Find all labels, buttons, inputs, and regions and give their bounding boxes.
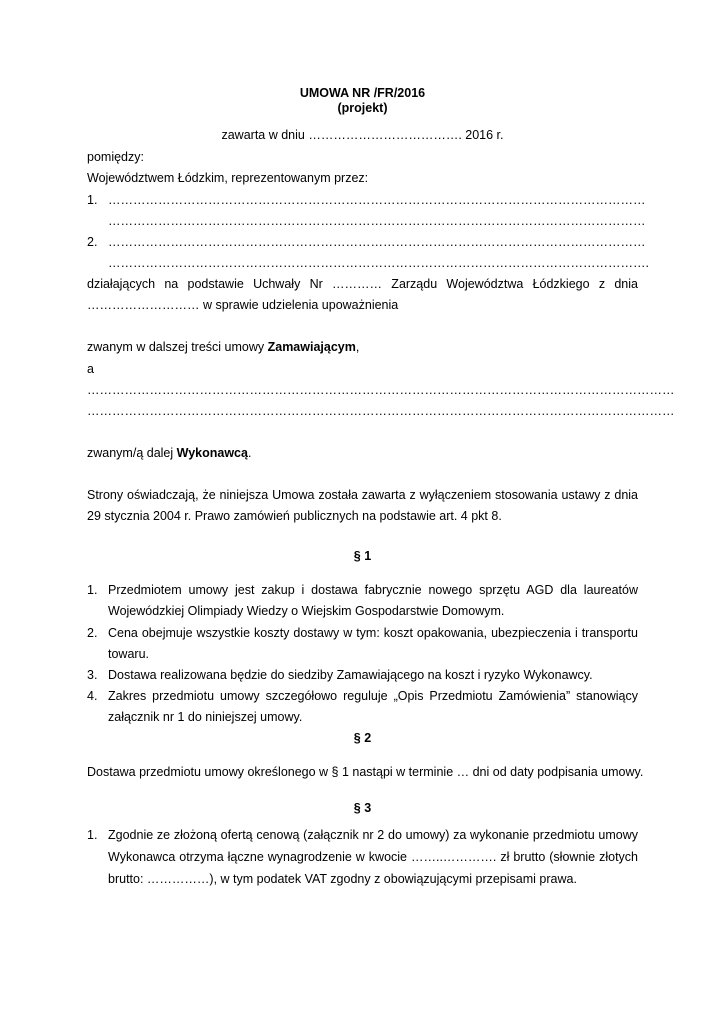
- section2-text: Dostawa przedmiotu umowy określonego w § 1 nastąpi w terminie … dni od daty podpisania umowy.: [87, 765, 644, 779]
- s3-item1-line1: Zgodnie ze złożoną ofertą cenową (załącznik nr 2 do umowy) za wykonanie przedmiotu umowy: [108, 828, 638, 842]
- contractor-line: [87, 446, 251, 460]
- and-label: a: [87, 362, 94, 376]
- resolution-line2: ……………………… w sprawie udzielenia upoważnienia: [87, 298, 399, 312]
- buyer-suffix: ,: [355, 340, 360, 354]
- resolution-line1: działających na podstawie Uchwały Nr ………… Zarządu Województwa Łódzkiego z dnia: [87, 277, 638, 291]
- contractor-line-2: ……………………………………………………………………………………………………………………………: [87, 404, 675, 418]
- party1-line: Województwem Łódzkim, reprezentowanym przez:: [87, 171, 369, 185]
- document-title: UMOWA NR /FR/2016: [299, 86, 426, 100]
- s1-item4-line1: Zakres przedmiotu umowy szczegółowo reguluje „Opis Przedmiotu Zamówienia” stanowiący: [108, 689, 638, 703]
- rep2-line1: …………………………………………………………………………………………………………………: [108, 235, 646, 249]
- rep2-number: 2.: [87, 235, 98, 249]
- s1-item1-line1: Przedmiotem umowy jest zakup i dostawa fabrycznie nowego sprzętu AGD dla laureatów: [108, 583, 638, 597]
- contractor-line-1: ……………………………………………………………………………………………………………………………: [87, 383, 675, 397]
- s3-item1-line3: brutto: ……………), w tym podatek VAT zgodny z obowiązującymi przepisami prawa.: [108, 872, 577, 886]
- contractor-name: Wykonawcą: [176, 446, 248, 460]
- buyer-line: [87, 340, 359, 354]
- rep1-number: 1.: [87, 193, 98, 207]
- s1-item1-number: 1.: [87, 583, 98, 597]
- s1-item3-line1: Dostawa realizowana będzie do siedziby Zamawiającego na koszt i ryzyko Wykonawcy.: [108, 668, 593, 682]
- s3-item1-number: 1.: [87, 828, 98, 842]
- buyer-name: Zamawiającym: [267, 340, 356, 354]
- between-label: pomiędzy:: [87, 150, 144, 164]
- document-subtitle: (projekt): [337, 101, 388, 115]
- statement-line2: 29 stycznia 2004 r. Prawo zamówień publicznych na podstawie art. 4 pkt 8.: [87, 509, 502, 523]
- s1-item4-number: 4.: [87, 689, 98, 703]
- s3-item1-line2: Wykonawca otrzyma łączne wynagrodzenie w kwocie ……..…………. zł brutto (słownie złotych: [108, 850, 638, 864]
- s1-item4-line2: załącznik nr 1 do niniejszej umowy.: [108, 710, 303, 724]
- section2-heading: § 2: [353, 731, 372, 745]
- s1-item2-line1: Cena obejmuje wszystkie koszty dostawy w tym: koszt opakowania, ubezpieczenia i transportu: [108, 626, 638, 640]
- date-line: zawarta w dniu ………………………………. 2016 r.: [221, 128, 504, 142]
- s1-item3-number: 3.: [87, 668, 98, 682]
- rep1-line1: …………………………………………………………………………………………………………………: [108, 193, 646, 207]
- s1-item2-number: 2.: [87, 626, 98, 640]
- rep2-line2: ………………………………………………………………………………………………………………….: [108, 256, 649, 270]
- section3-heading: § 3: [353, 801, 372, 815]
- statement-line1: Strony oświadczają, że niniejsza Umowa została zawarta z wyłączeniem stosowania ustawy z dnia: [87, 488, 638, 502]
- s1-item2-line2: towaru.: [108, 647, 149, 661]
- contractor-suffix: .: [247, 446, 252, 460]
- section1-heading: § 1: [353, 549, 372, 563]
- buyer-prefix: zwanym w dalszej treści umowy: [87, 340, 268, 354]
- contractor-prefix: zwanym/ą dalej: [87, 446, 177, 460]
- rep1-line2: …………………………………………………………………………………………………………………: [108, 214, 646, 228]
- s1-item1-line2: Wojewódzkiej Olimpiady Wiedzy o Wiejskim Gospodarstwie Domowym.: [108, 604, 505, 618]
